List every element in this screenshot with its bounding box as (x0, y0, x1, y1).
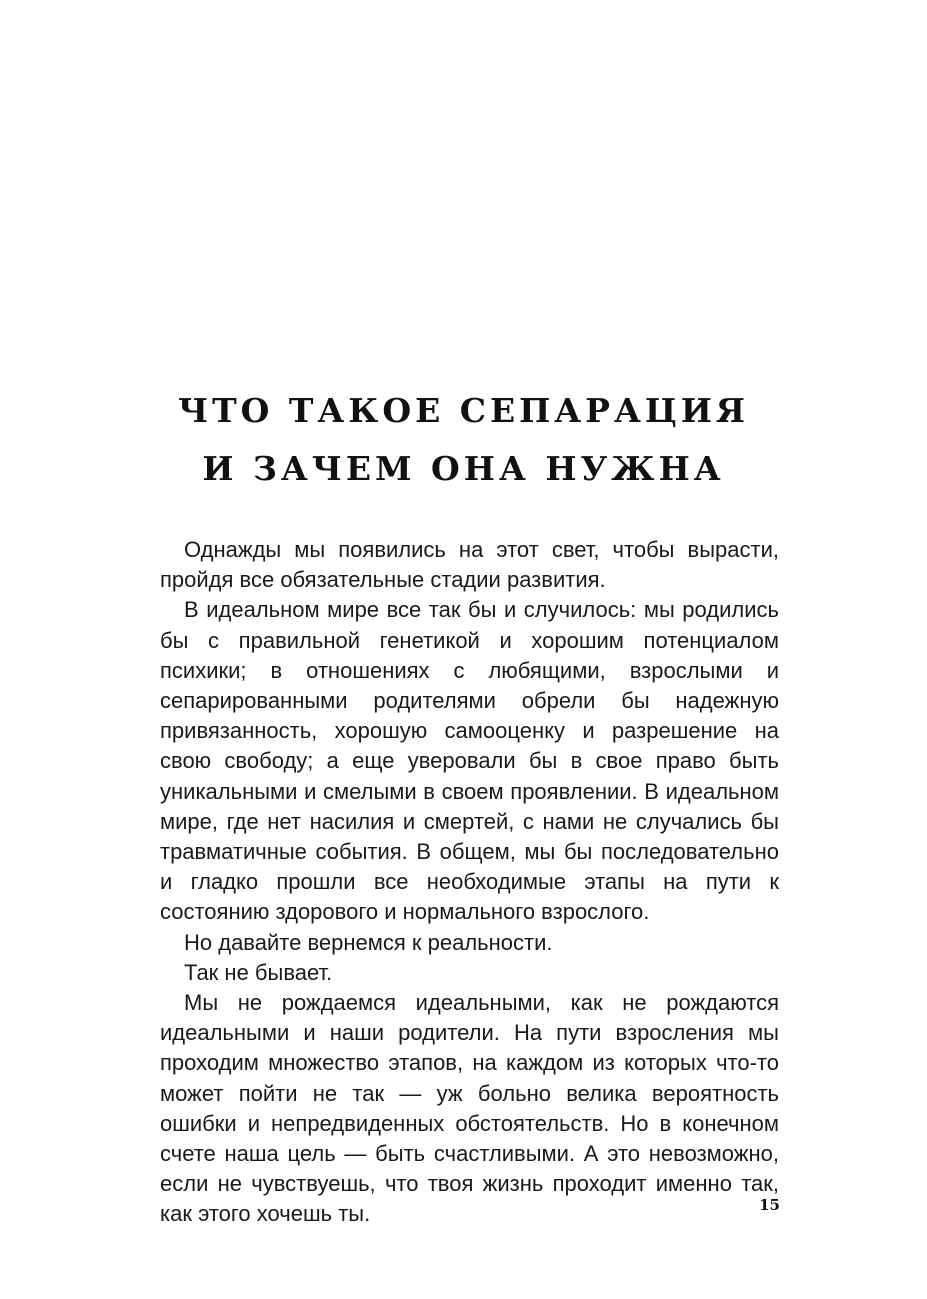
paragraph: В идеальном мире все так бы и случилось: мы родились бы с правильной генетикой и хорошим потенциалом психики; в отношениях с любящими, взрослыми и сепарированными родителями обрели бы надежную привязанность, хорошую самооценку и разрешение на свою свободу; а еще уверовали бы в свое право быть уникальными и смелыми в своем проявлении. В идеальном мире, где нет насилия и смертей, с нами не случались бы травматичные события. В общем, мы бы последовательно и гладко прошли все необходимые этапы на пути к состоянию здорового и нормального взрослого. (160, 597, 779, 925)
paragraph: Так не бывает. (184, 959, 333, 985)
chapter-title (0, 382, 927, 498)
paragraph: Но давайте вернемся к реальности. (184, 929, 553, 955)
chapter-title-line-1: ЧТО ТАКОЕ СЕПАРАЦИЯ (177, 391, 750, 431)
chapter-body (160, 535, 779, 1230)
page-number: 15 (759, 1196, 780, 1214)
paragraph: Мы не рождаемся идеальными, как не рождаются идеальными и наши родители. На пути взросления мы проходим множество этапов, на каждом из которых что-то может пойти не так — уж больно велика вероятность ошибки и непредвиденных обстоятельств. Но в конечном счете наша цель — быть счастливыми. А это невозможно, если не чувствуешь, что твоя жизнь проходит именно так, как этого хочешь ты. (160, 990, 779, 1227)
paragraph: Однажды мы появились на этот свет, чтобы вырасти, пройдя все обязательные стадии развития. (160, 537, 779, 593)
chapter-title-line-2: И ЗАЧЕМ ОНА НУЖНА (202, 449, 725, 489)
